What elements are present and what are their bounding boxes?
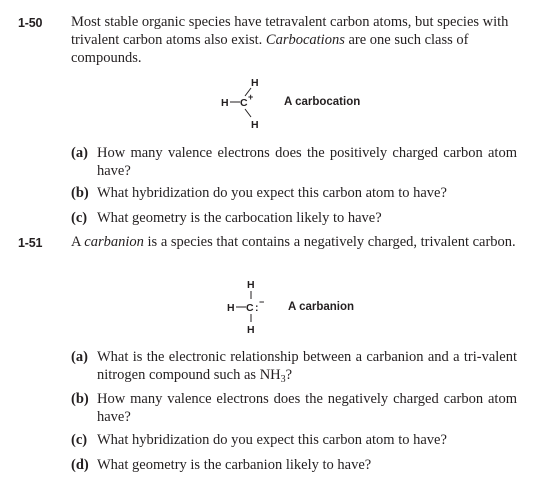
question-d (71, 456, 521, 476)
carbocation-label: A carbocation (284, 96, 361, 108)
question-label: (d) (71, 457, 89, 473)
intro-text-end: are one such class of compounds. (71, 32, 469, 66)
negative-charge: − (259, 297, 265, 307)
problem-intro (71, 233, 521, 251)
question-text: What geometry is the carbanion likely to have? (97, 457, 372, 473)
subscript: 3 (280, 374, 286, 385)
atom-h-bottom: H (251, 119, 259, 131)
question-label: (c) (71, 210, 88, 226)
atom-h-left: H (221, 97, 229, 109)
question-text-main: What is the electronic relationship between a carbanion and a tri-valent nitrogen compound such as NH (97, 349, 517, 383)
intro-text: A (71, 234, 85, 250)
atom-h-bottom: H (247, 324, 255, 336)
question-text-end: ? (285, 367, 293, 383)
atom-h-top: H (247, 279, 255, 291)
question-a (71, 144, 521, 184)
intro-term: Carbocations (265, 32, 345, 48)
question-text (97, 348, 517, 384)
question-b (71, 390, 521, 430)
atom-carbon: C (240, 97, 248, 109)
atom-h-left: H (227, 302, 235, 314)
positive-charge: + (248, 92, 254, 102)
atom-h-top: H (251, 77, 259, 89)
intro-term: carbanion (84, 234, 144, 250)
bond-bottom (245, 109, 251, 117)
problem-number: 1-50 (18, 16, 43, 30)
intro-text: Most stable organic species have tetravalent carbon atoms, but species with trivalent carbon atoms also exist. (71, 14, 509, 48)
question-text: How many valence electrons does the positively charged carbon atom have? (97, 145, 517, 179)
question-text: What hybridization do you expect this carbon atom to have? (97, 185, 447, 201)
intro-text-end: is a species that contains a negatively charged, trivalent carbon. (143, 234, 516, 250)
question-c (71, 209, 521, 229)
lone-pair: : (255, 302, 259, 314)
question-label: (a) (71, 145, 88, 161)
carbanion-structure (218, 278, 288, 338)
question-text: How many valence electrons does the negatively charged carbon atom have? (97, 391, 517, 425)
question-a (71, 348, 521, 388)
question-label: (a) (71, 349, 88, 365)
question-text: What geometry is the carbocation likely to have? (97, 210, 382, 226)
question-text: What hybridization do you expect this carbon atom to have? (97, 432, 447, 448)
question-label: (c) (71, 432, 88, 448)
question-label: (b) (71, 391, 89, 407)
problem-intro (71, 13, 521, 67)
question-label: (b) (71, 185, 89, 201)
carbanion-label: A carbanion (288, 301, 355, 313)
problem-number: 1-51 (18, 236, 43, 250)
atom-carbon: C (246, 302, 254, 314)
carbocation-structure (210, 74, 280, 134)
question-c (71, 431, 521, 451)
question-b (71, 184, 521, 204)
